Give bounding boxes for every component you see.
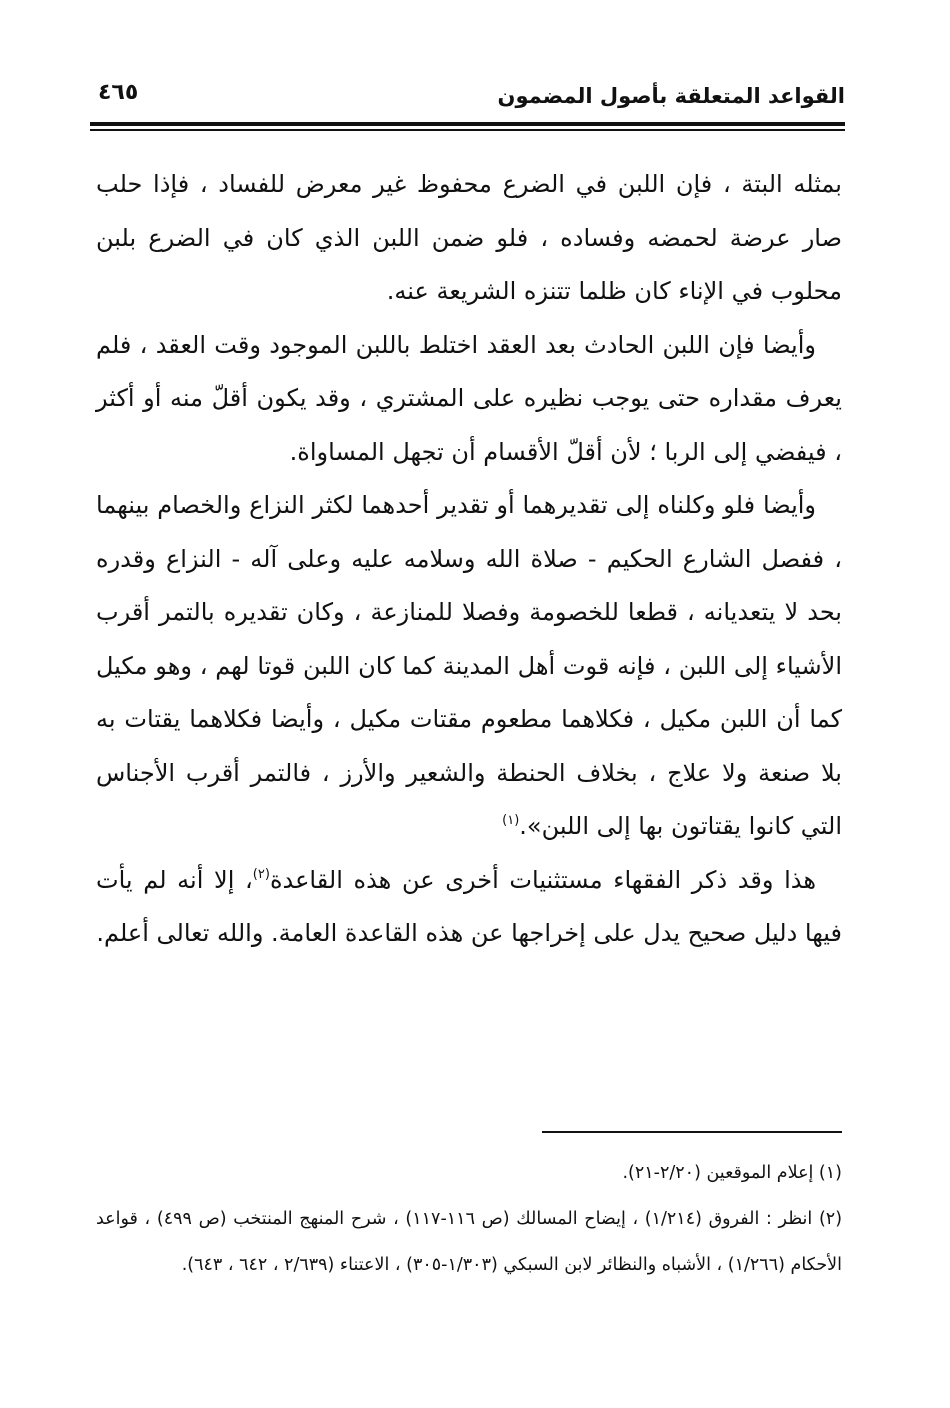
footnote-ref-2[interactable]: (٢) [252, 866, 270, 882]
paragraph-3-text: وأيضا فلو وكلناه إلى تقديرهما أو تقدير أحدهما لكثر النزاع والخصام بينهما ، ففصل الشارع الحكيم - صلاة الله وسلامه عليه وعلى آله - النزاع وقدره بحد لا يتعديانه ، قطعا للخصومة وفصلا للمنازعة ، وكان تقديره بالتمر أقرب الأشياء إلى اللبن ، فإنه قوت أهل المدينة كما كان اللبن قوتا لهم ، وهو مكيل كما أن اللبن مكيل ، فكلاهما مطعوم مقتات مكيل ، وأيضا فكلاهما يقتات به بلا صنعة ولا علاج ، بخلاف الحنطة والشعير والأرز ، فالتمر أقرب الأجناس التي كانوا يقتاتون بها إلى اللبن». [96, 491, 842, 840]
paragraph-1 [96, 158, 842, 319]
paragraph-3 [96, 479, 842, 854]
page-number: ٤٦٥ [98, 80, 139, 105]
page-header [90, 78, 845, 118]
footnote-2: (٢) انظر : الفروق (١/٢١٤) ، إيضاح المسالك (ص ١١٦-١١٧) ، شرح المنهج المنتخب (ص ٤٩٩) ، قواعد الأحكام (١/٢٦٦) ، الأشباه والنظائر لابن السبكي (١/٣٠٣-٣٠٥) ، الاعتناء (٢/٦٣٩ ، ٦٤٢ ، ٦٤٣). [96, 1209, 843, 1275]
paragraph-4-text-before: هذا وقد ذكر الفقهاء مستثنيات أخرى عن هذه القاعدة [269, 865, 817, 894]
running-title: القواعد المتعلقة بأصول المضمون [497, 84, 845, 108]
footnote-ref-1[interactable]: (١) [502, 813, 520, 828]
main-text [96, 158, 842, 961]
paragraph-1-text: بمثله البتة ، فإن اللبن في الضرع محفوظ غير معرض للفساد ، فإذا حلب صار عرضة لحمضه وفساده ، فلو ضمن اللبن الذي كان في الضرع بلبن محلوب في الإناء كان ظلما تتنزه الشريعة عنه. [96, 170, 842, 305]
paragraph-4 [96, 854, 842, 961]
paragraph-2 [96, 319, 842, 480]
footnotes [96, 1150, 842, 1288]
paragraph-4-text-after: ، إلا أنه لم يأت فيها دليل صحيح يدل على إخراجها عن هذه القاعدة العامة. والله تعالى أعلم. [96, 865, 842, 947]
paragraph-2-text: وأيضا فإن اللبن الحادث بعد العقد اختلط باللبن الموجود وقت العقد ، فلم يعرف مقداره حتى يوجب نظيره على المشتري ، وقد يكون أقلّ منه أو أكثر ، فيفضي إلى الربا ؛ لأن أقلّ الأقسام أن تجهل المساواة. [96, 330, 842, 466]
footnote-1: (١) إعلام الموقعين (٢/٢٠-٢١). [622, 1163, 842, 1183]
footnote-separator [542, 1131, 842, 1133]
header-rule-thin [90, 129, 845, 131]
header-rule-thick [90, 122, 845, 126]
